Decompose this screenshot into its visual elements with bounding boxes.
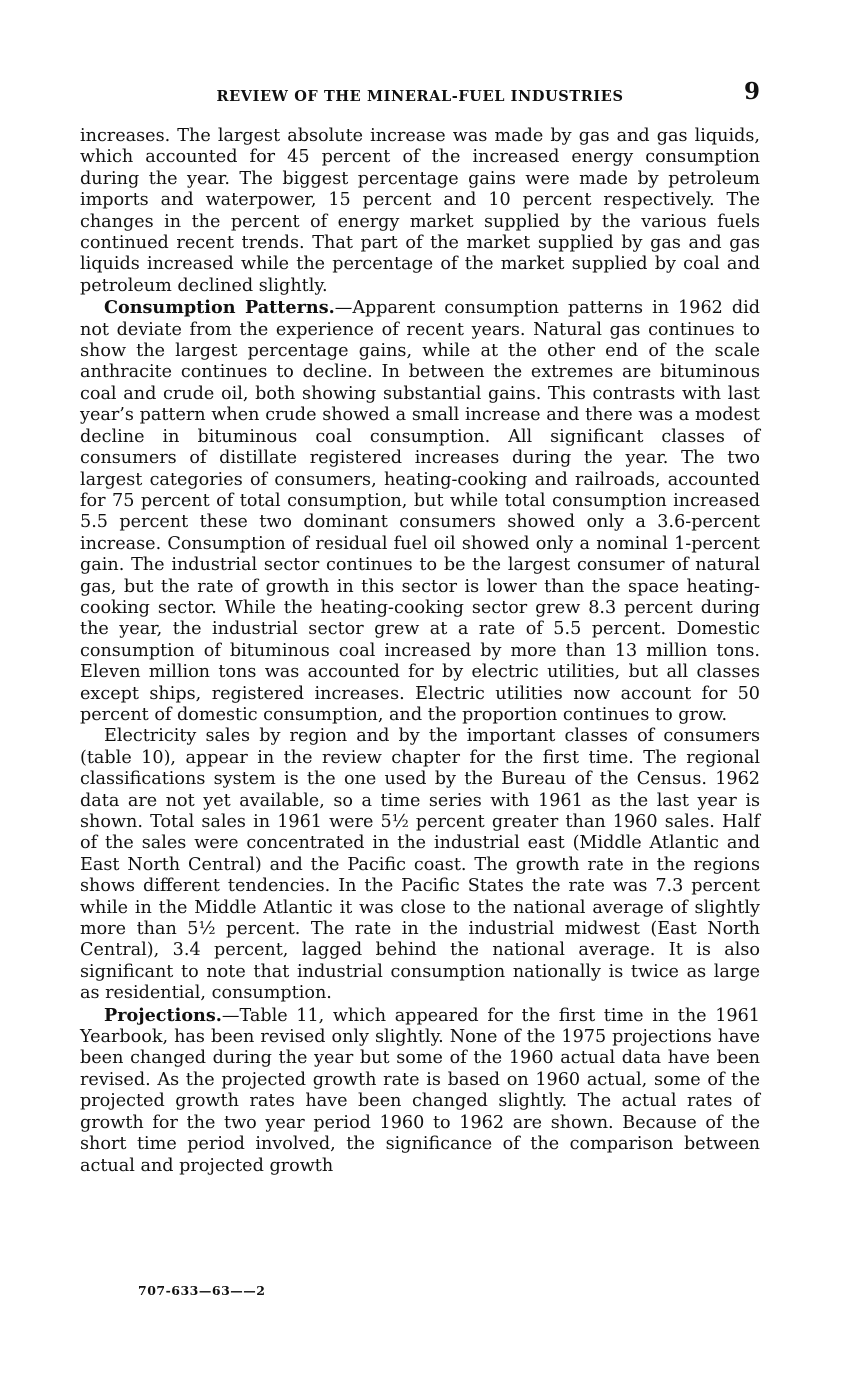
paragraph-electricity-sales	[80, 726, 760, 1004]
running-head	[80, 78, 760, 112]
run-in-heading: Consumption Patterns.	[104, 297, 335, 319]
print-code: 707-633—63——2	[138, 1283, 266, 1298]
paragraph-energy-increases	[80, 126, 760, 297]
page-number: 9	[743, 78, 760, 105]
paragraph-text: increases. The largest absolute increase was made by gas and gas liquids, which accounted for 45 percent of the increased energy consumption during the year. The biggest percentage gains were made by petroleum imports and waterpower, 15 percent and 10 percent respectively. The changes in the percent of energy market supplied by the various fuels continued recent trends. That part of the market supplied by gas and gas liquids increased while the percentage of the market supplied by coal and petroleum declined slightly.	[80, 126, 760, 296]
paragraph-consumption-patterns	[80, 297, 760, 726]
body-text	[80, 126, 760, 1177]
paragraph-text: —Apparent consumption patterns in 1962 did not deviate from the experience of recent years. Natural gas continues to show the largest percentage gains, while at the other end of the scale anthracite continues to decline. In between the extremes are bituminous coal and crude oil, both showing substantial gains. This contrasts with last year’s pattern when crude showed a small increase and there was a modest decline in bituminous coal consumption. All significant classes of consumers of distillate registered increases during the year. The two largest categories of consumers, heating-cooking and railroads, accounted for 75 percent of total consumption, but while total consumption increased 5.5 percent these two dominant consumers showed only a 3.6-percent increase. Consumption of residual fuel oil showed only a nominal 1-percent gain. The industrial sector continues to be the largest consumer of natural gas, but the rate of growth in this sector is lower than the space heating-cooking sector. While the heating-cooking sector grew 8.3 percent during the year, the industrial sector grew at a rate of 5.5 percent. Domestic consumption of bituminous coal increased by more than 13 million tons. Eleven million tons was accounted for by electric utilities, but all classes except ships, registered increases. Electric utilities now account for 50 percent of domestic consumption, and the proportion continues to grow.	[80, 298, 760, 725]
run-in-heading: Projections.	[104, 1004, 222, 1026]
paragraph-text: —Table 11, which appeared for the first time in the 1961 Yearbook, has been revised only slightly. None of the 1975 projections have been changed during the year but some of the 1960 actual data have been revised. As the projected growth rate is based on 1960 actual, some of the projected growth rates have been changed slightly. The actual rates of growth for the two year period 1960 to 1962 are shown. Because of the short time period involved, the significance of the comparison between actual and projected growth	[80, 1005, 760, 1176]
paragraph-projections	[80, 1005, 760, 1177]
paragraph-text: Electricity sales by region and by the important classes of consumers (table 10), appear in the review chapter for the first time. The regional classifications system is the one used by the Bureau of the Census. 1962 data are not yet available, so a time series with 1961 as the last year is shown. Total sales in 1961 were 5½ percent greater than 1960 sales. Half of the sales were concentrated in the industrial east (Middle Atlantic and East North Central) and the Pacific coast. The growth rate in the regions shows different tendencies. In the Pacific States the rate was 7.3 percent while in the Middle Atlantic it was close to the national average of slightly more than 5½ percent. The rate in the industrial midwest (East North Central), 3.4 percent, lagged behind the national average. It is also significant to note that industrial consumption nationally is twice as large as residential, consumption.	[80, 726, 760, 1004]
running-title: REVIEW OF THE MINERAL-FUEL INDUSTRIES	[216, 88, 624, 105]
